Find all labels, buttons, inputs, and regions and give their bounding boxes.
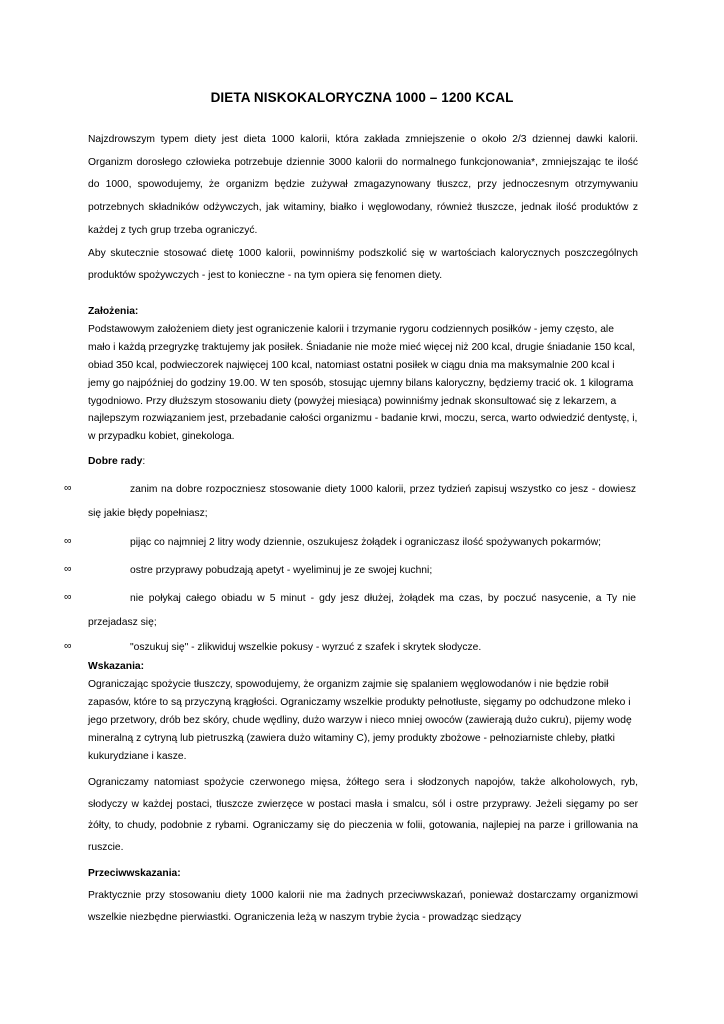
przeciwwskazania-section: [88, 885, 638, 928]
bullet-icon: ∞: [64, 591, 72, 603]
list-item-text: nie połykaj całego obiadu w 5 minut - gdy jesz dłużej, żołądek ma czas, by poczuć nasycenie, a Ty nie przejadasz się;: [88, 593, 636, 628]
list-item: [88, 587, 636, 635]
zalozenia-heading: Założenia:: [88, 306, 139, 317]
list-item: [88, 531, 636, 555]
list-item: [88, 478, 636, 526]
wskazania-text: Ograniczając spożycie tłuszczy, spowodujemy, że organizm zajmie się spalaniem węglowodanów i nie będzie robił zapasów, które to są przyczyną krągłości. Ograniczamy wszelkie produkty pełnotłuste, sięgamy po odchudzone mleko i jego przetwory, drób bez skóry, chude wędliny, dużo warzyw i nieco mniej owoców (zawierają dużo cukru), pijemy wodę mineralną z cytryną lub pietruszką (zawiera dużo witaminy C), jemy produkty zbożowe - pełnoziarniste chleby, płatki kukurydziane i kasze.: [88, 678, 632, 762]
list-item-text: "oszukuj się" - zlikwiduj wszelkie pokusy - wyrzuć z szafek i skrytek słodycze.: [130, 642, 482, 653]
dobre-rady-colon: :: [142, 456, 146, 467]
zalozenia-section: [88, 303, 638, 446]
intro-section: [88, 129, 638, 288]
list-item: [88, 636, 636, 660]
bullet-icon: ∞: [64, 640, 72, 652]
list-item-text: pijąc co najmniej 2 litry wody dziennie, oszukujesz żołądek i ograniczasz ilość spożywanych pokarmów;: [130, 537, 602, 548]
dobre-rady-heading-row: [88, 454, 638, 470]
intro-paragraph-1: Najzdrowszym typem diety jest dieta 1000 kalorii, która zakłada zmniejszenie o około 2/3 dziennej dawki kalorii. Organizm dorosłego człowieka potrzebuje dziennie 3000 kalorii do normalnego funkcjonowania*, zmniejszając te ilość do 1000, spowodujemy, że organizm będzie zużywał zmagazynowany tłuszcz, przy jednoczesnym otrzymywaniu potrzebnych składników odżywczych, jak witaminy, białko i węglowodany, również tłuszcze, jednak ilość produktów z każdej z tych grup trzeba ograniczyć.: [88, 134, 638, 236]
intro-paragraph-2: Aby skutecznie stosować dietę 1000 kalorii, powinniśmy podszkolić się w wartościach kalorycznych poszczególnych produktów spożywczych - jest to konieczne - na tym opiera się fenomen diety.: [88, 247, 638, 282]
przeciwwskazania-heading-row: [88, 866, 638, 882]
wskazania-section: [88, 658, 638, 765]
wskazania-section-2: [88, 772, 638, 858]
dobre-rady-heading: Dobre rady: [88, 456, 143, 467]
bullet-icon: ∞: [64, 535, 72, 547]
list-item: [88, 559, 636, 583]
przeciwwskazania-text: Praktycznie przy stosowaniu diety 1000 kalorii nie ma żadnych przeciwwskazań, ponieważ dostarczamy organizmowi wszelkie niezbędne pierwiastki. Ograniczenia leżą w naszym trybie życia - prowadząc siedzący: [88, 890, 638, 923]
page-title: DIETA NISKOKALORYCZNA 1000 – 1200 KCAL: [210, 90, 514, 105]
przeciwwskazania-heading: Przeciwwskazania:: [88, 868, 181, 879]
list-item-text: ostre przyprawy pobudzają apetyt - wyeliminuj je ze swojej kuchni;: [130, 565, 433, 576]
bullet-icon: ∞: [64, 563, 72, 575]
wskazania-text-2: Ograniczamy natomiast spożycie czerwonego mięsa, żółtego sera i słodzonych napojów, także alkoholowych, ryb, słodyczy w każdej postaci, tłuszcze zwierzęce w postaci masła i smalcu, sól i ostre przyprawy. Jeżeli sięgamy po ser żółty, to chudy, podobnie z rybami. Ograniczamy się do pieczenia w folii, gotowania, najlepiej na parze i grillowania na ruszcie.: [88, 777, 638, 853]
bullet-icon: ∞: [64, 482, 72, 494]
list-item-text: zanim na dobre rozpoczniesz stosowanie diety 1000 kalorii, przez tydzień zapisuj wszystko co jesz - dowiesz się jakie błędy popełniasz;: [88, 484, 636, 519]
zalozenia-text: Podstawowym założeniem diety jest ograniczenie kalorii i trzymanie rygoru codziennych posiłków - jemy często, ale mało i każdą przegryzkę traktujemy jak posiłek. Śniadanie nie może mieć więcej niż 200 kcal, drugie śniadanie 150 kcal, obiad 350 kcal, podwieczorek najwięcej 100 kcal, natomiast ostatni posiłek w ciągu dnia ma maksymalnie 200 kcal i jemy go najpóźniej do godziny 19.00. W ten sposób, stosując ujemny bilans kaloryczny, będziemy tracić ok. 1 kilograma tygodniowo. Przy dłuższym stosowaniu diety (powyżej miesiąca) powinniśmy jednak skonsultować się z lekarzem, a najlepszym rozwiązaniem jest, przebadanie całości organizmu - badanie krwi, moczu, serca, warto odwiedzić dentystę, i, w przypadku kobiet, ginekologa.: [88, 323, 638, 443]
wskazania-heading: Wskazania:: [88, 661, 145, 672]
